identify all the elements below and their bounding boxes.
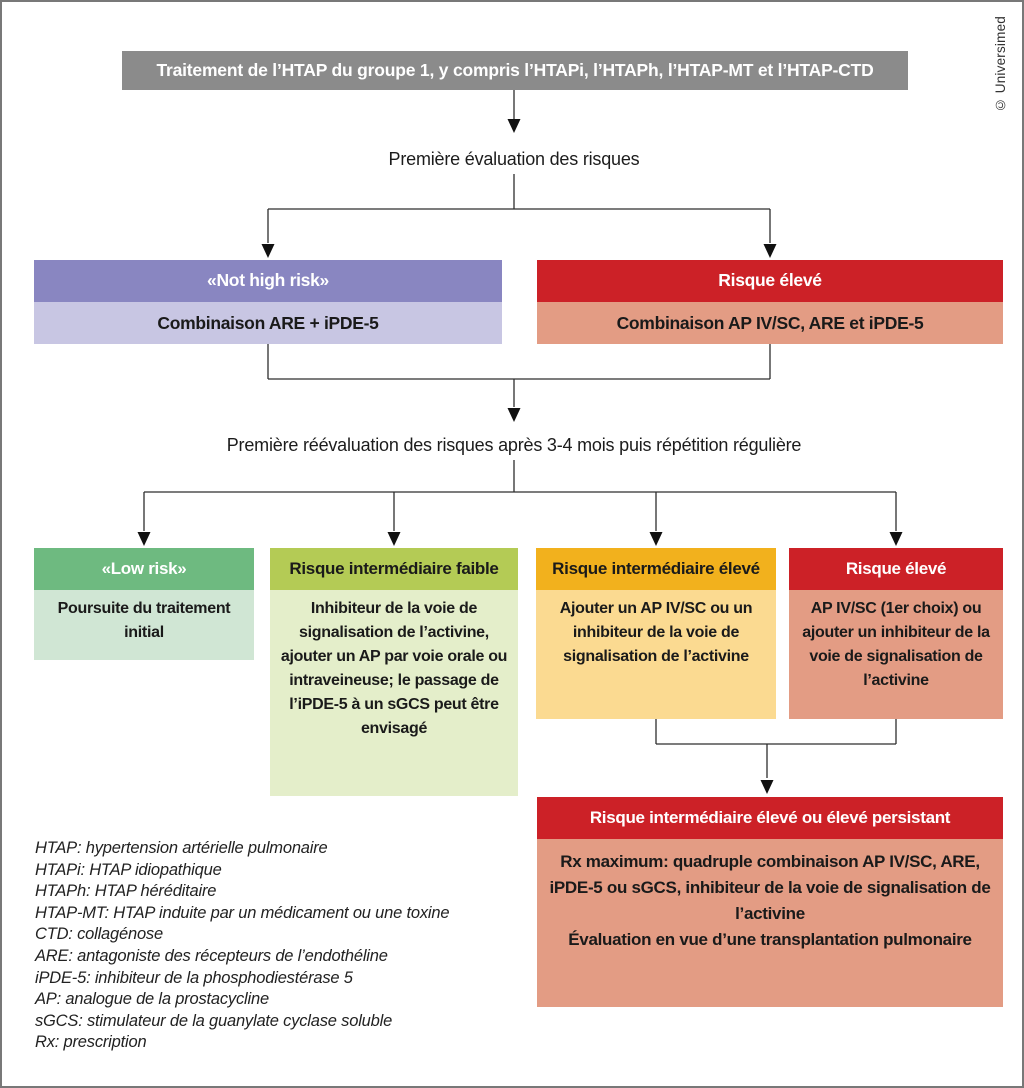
legend-line: HTAP-MT: HTAP induite par un médicament ou une toxine — [35, 903, 450, 922]
legend-line: Rx: prescription — [35, 1033, 147, 1052]
risk-box-body: Combinaison AP IV/SC, ARE et iPDE-5 — [537, 302, 1003, 344]
legend-line: iPDE-5: inhibiteur de la phosphodiestérase 5 — [35, 968, 353, 987]
risk-box-header: Risque intermédiaire élevé ou élevé persistant — [537, 797, 1003, 839]
risk-box-header: Risque élevé — [537, 260, 1003, 302]
final-box-line2: Évaluation en vue d’une transplantation pulmonaire — [568, 930, 972, 949]
legend-line: AP: analogue de la prostacycline — [35, 990, 269, 1009]
box-not-high-risk — [34, 260, 502, 344]
legend-line: sGCS: stimulateur de la guanylate cyclase soluble — [35, 1011, 393, 1030]
risk-box-body: Combinaison ARE + iPDE-5 — [34, 302, 502, 344]
legend-line: CTD: collagénose — [35, 925, 163, 944]
box-persistent-risk — [537, 797, 1003, 1007]
arrow-banner-to-first-eval — [508, 90, 521, 133]
legend-line: HTAP: hypertension artérielle pulmonaire — [35, 839, 328, 857]
legend-line: ARE: antagoniste des récepteurs de l’endothéline — [35, 946, 388, 965]
label-first-evaluation: Première évaluation des risques — [388, 149, 640, 169]
risk-box-body: AP IV/SC (1er choix) ou ajouter un inhibiteur de la voie de signalisation de l’activine — [789, 590, 1003, 719]
box-low-risk — [34, 548, 254, 660]
copyright-credit: © Universimed — [993, 16, 1008, 113]
label-reevaluation: Première réévaluation des risques après 3-4 mois puis répétition régulière — [226, 435, 802, 455]
arrow-row1-merge — [268, 344, 770, 422]
risk-box-body — [537, 839, 1003, 1007]
risk-box-body: Poursuite du traitement initial — [34, 590, 254, 660]
risk-box-header: «Not high risk» — [34, 260, 502, 302]
risk-box-body: Ajouter un AP IV/SC ou un inhibiteur de la voie de signalisation de l’activine — [536, 590, 776, 719]
box-intermediate-low-risk — [270, 548, 518, 796]
final-box-line1: Rx maximum: quadruple combinaison AP IV/SC, ARE, iPDE-5 ou sGCS, inhibiteur de la voie de signalisation de l’activine — [549, 852, 991, 923]
box-high-risk-initial — [537, 260, 1003, 344]
risk-box-header: «Low risk» — [34, 548, 254, 590]
risk-box-header: Risque élevé — [789, 548, 1003, 590]
title-banner: Traitement de l’HTAP du groupe 1, y compris l’HTAPi, l’HTAPh, l’HTAP-MT et l’HTAP-CTD — [122, 51, 908, 90]
arrows-first-eval-split — [262, 174, 777, 258]
legend-line: HTAPi: HTAP idiopathique — [35, 860, 222, 879]
legend-line: HTAPh: HTAP héréditaire — [35, 882, 217, 901]
legend — [35, 838, 515, 1054]
box-intermediate-high-risk — [536, 548, 776, 719]
arrows-reevaluation-split — [138, 460, 903, 546]
box-high-risk-followup — [789, 548, 1003, 719]
risk-box-body: Inhibiteur de la voie de signalisation de l’activine, ajouter un AP par voie orale ou intraveineuse; le passage de l’iPDE-5 à un sGCS peut être envisagé — [270, 590, 518, 796]
risk-box-header: Risque intermédiaire élevé — [536, 548, 776, 590]
arrow-final-merge — [656, 719, 896, 794]
risk-box-header: Risque intermédiaire faible — [270, 548, 518, 590]
